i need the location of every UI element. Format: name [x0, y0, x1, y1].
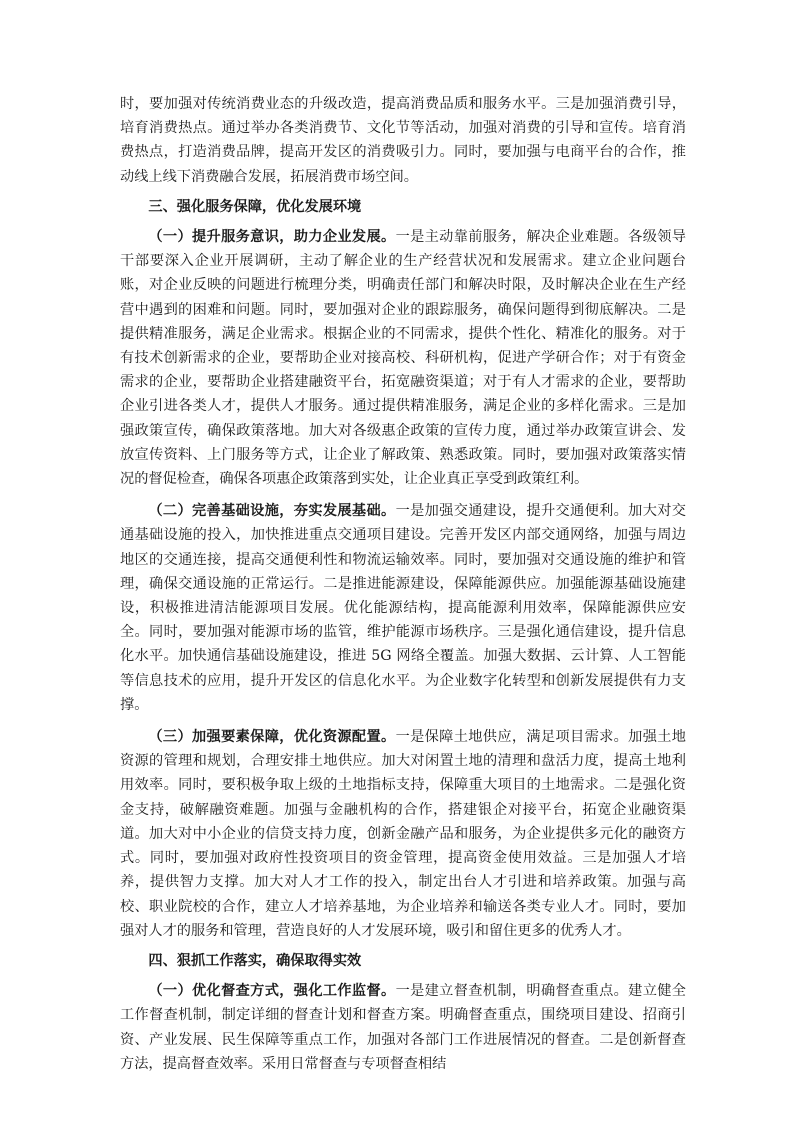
paragraph-body: 一是加强交通建设，提升交通便利。加大对交通基础设施的投入，加快推进重点交通项目建设。完善开发区内部交通网络，加强与周边地区的交通连接，提高交通便利性和物流运输效率。同时，要加强对交通设施的维护和管理，确保交通设施的正常运行。二是推进能源建设，保障能源供应。加强能源基础设施建设，积极推进清洁能源项目发展。优化能源结构，提高能源利用效率，保障能源供应安全。同时，要加强对能源市场的监管，维护能源市场秩序。三是强化通信建设，提升信息化水平。加快通信基础设施建设，推进 5G 网络全覆盖。加强大数据、云计算、人工智能等信息技术的应用，提升开发区的信息化水平。为企业数字化转型和创新发展提供有力支撑。 [120, 503, 686, 713]
paragraph-body: 一是主动靠前服务，解决企业难题。各级领导干部要深入企业开展调研，主动了解企业的生产经营状况和发展需求。建立企业问题台账，对企业反映的问题进行梳理分类，明确责任部门和解决时限，及时解决企业在生产经营中遇到的困难和问题。同时，要加强对企业的跟踪服务，确保问题得到彻底解决。二是提供精准服务，满足企业需求。根据企业的不同需求，提供个性化、精准化的服务。对于有技术创新需求的企业，要帮助企业对接高校、科研机构，促进产学研合作；对于有资金需求的企业，要帮助企业搭建融资平台，拓宽融资渠道；对于有人才需求的企业，要帮助企业引进各类人才，提供人才服务。通过提供精准服务，满足企业的多样化需求。三是加强政策宣传，确保政策落地。加大对各级惠企政策的宣传力度，通过举办政策宣讲会、发放宣传资料、上门服务等方式，让企业了解政策、熟悉政策。同时，要加强对政策落实情况的督促检查，确保各项惠企政策落到实处，让企业真正享受到政策红利。 [120, 229, 686, 488]
document-page [120, 92, 686, 1076]
paragraph-body: 一是建立督查机制，明确督查重点。建立健全工作督查机制，制定详细的督查计划和督查方案。明确督查重点，围绕项目建设、招商引资、产业发展、民生保障等重点工作，加强对各部门工作进展情况的督查。二是创新督查方法，提高督查效率。采用日常督查与专项督查相结 [120, 983, 686, 1072]
paragraph-lead: （二）完善基础设施，夯实发展基础。 [148, 503, 396, 520]
continuation-paragraph: 时，要加强对传统消费业态的升级改造，提高消费品质和服务水平。三是加强消费引导，培育消费热点。通过举办各类消费节、文化节等活动，加强对消费的引导和宣传。培育消费热点，打造消费品牌，提高开发区的消费吸引力。同时，要加强与电商平台的合作，推动线上线下消费融合发展，拓展消费市场空间。 [120, 96, 686, 185]
paragraph-4-1 [120, 979, 686, 1076]
paragraph-body: 一是保障土地供应，满足项目需求。加强土地资源的管理和规划，合理安排土地供应。加大对闲置土地的清理和盘活力度，提高土地利用效率。同时，要积极争取上级的土地指标支持，保障重大项目的土地需求。二是强化资金支持，破解融资难题。加强与金融机构的合作，搭建银企对接平台，拓宽企业融资渠道。加大对中小企业的信贷支持力度，创新金融产品和服务，为企业提供多元化的融资方式。同时，要加强对政府性投资项目的资金管理，提高资金使用效益。三是加强人才培养，提供智力支撑。加大对人才工作的投入，制定出台人才引进和培养政策。加强与高校、职业院校的合作，建立人才培养基地，为企业培养和输送各类专业人才。同时，要加强对人才的服务和管理，营造良好的人才发展环境，吸引和留住更多的优秀人才。 [120, 729, 686, 939]
paragraph-3-2 [120, 499, 686, 717]
paragraph-lead: （三）加强要素保障，优化资源配置。 [148, 729, 396, 746]
paragraph-lead: （一）优化督查方式，强化工作监督。 [148, 983, 396, 1000]
paragraph-3-1 [120, 225, 686, 491]
paragraph-lead: （一）提升服务意识，助力企业发展。 [148, 229, 396, 246]
section-heading-4: 四、狠抓工作落实，确保取得实效 [148, 952, 362, 969]
paragraph-3-3 [120, 725, 686, 943]
section-heading-3: 三、强化服务保障，优化发展环境 [148, 198, 362, 215]
